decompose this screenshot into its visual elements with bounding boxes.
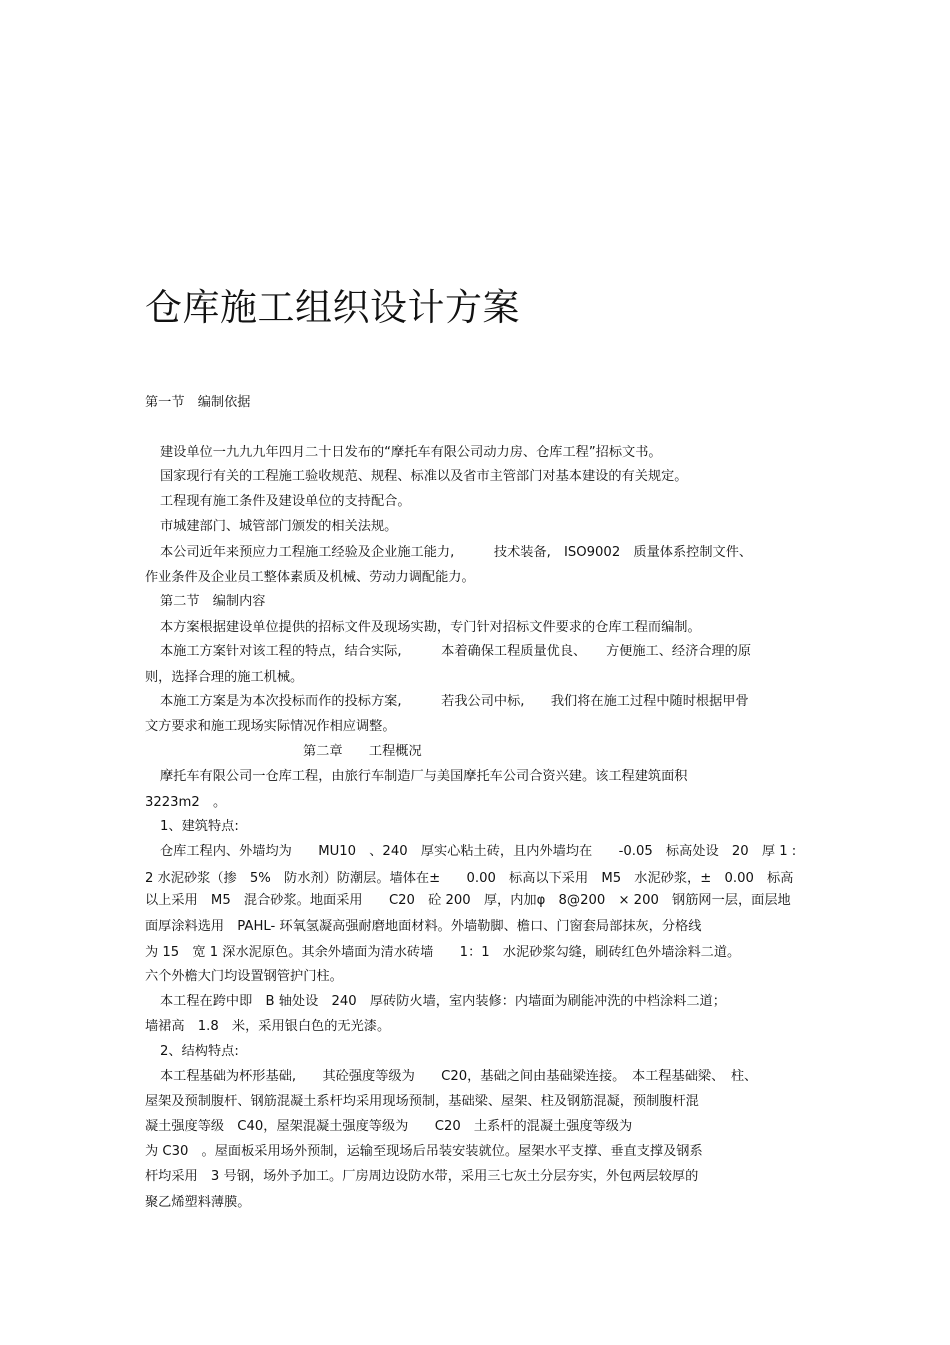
paragraph-line: 国家现行有关的工程施工验收规范、规程、标准以及省市主管部门对基本建设的有关规定。 [160,469,688,484]
paragraph-line: 文方要求和施工现场实际情况作相应调整。 [145,719,396,734]
chapter-heading: 第二章 工程概况 [303,744,422,759]
paragraph-line: 仓库工程内、外墙均为 MU10 、240 厚实心粘土砖，且内外墙均在 -0.05 标高处设 20 厚 1 : [160,844,797,859]
paragraph-line: 建设单位一九九九年四月二十日发布的“摩托车有限公司动力房、仓库工程”招标文书。 [160,445,662,460]
subsection-heading: 1、建筑特点: [160,819,239,834]
paragraph-line: 作业条件及企业员工整体素质及机械、劳动力调配能力。 [145,570,475,585]
paragraph-line: 则，选择合理的施工机械。 [145,670,304,685]
paragraph-line: 摩托车有限公司一仓库工程，由旅行车制造厂与美国摩托车公司合资兴建。该工程建筑面积 [160,769,688,784]
paragraph-line: 六个外檐大门均设置钢管护门柱。 [145,969,343,984]
paragraph-line: 聚乙烯塑料薄膜。 [145,1195,251,1210]
section-heading: 第一节 编制依据 [145,395,251,410]
paragraph-line: 本工程基础为杯形基础, 其砼强度等级为 C20，基础之间由基础梁连接。 本工程基础梁、 柱、 [160,1069,758,1084]
paragraph-line: 2 水泥砂浆（掺 5% 防水剂）防潮层。墙体在± 0.00 标高以下采用 M5 水泥砂浆，± 0.00 标高 [145,871,794,886]
paragraph-line: 工程现有施工条件及建设单位的支持配合。 [160,494,411,509]
paragraph-line: 为 C30 。屋面板采用场外预制，运输至现场后吊装安装就位。屋架水平支撑、垂直支撑及钢系 [145,1144,703,1159]
paragraph-line: 屋架及预制腹杆、钢筋混凝土系杆均采用现场预制，基础梁、屋架、柱及钢筋混凝，预制腹杆混 [145,1094,699,1109]
paragraph-line: 本方案根据建设单位提供的招标文件及现场实勘，专门针对招标文件要求的仓库工程而编制。 [160,620,701,635]
paragraph-line: 墙裙高 1.8 米，采用银白色的无光漆。 [145,1019,391,1034]
paragraph-line: 本工程在跨中即 B 轴处设 240 厚砖防火墙，室内装修：内墙面为刷能冲洗的中档涂料二道； [160,994,726,1009]
paragraph-line: 本施工方案针对该工程的特点，结合实际, 本着确保工程质量优良、 方便施工、经济合理的原 [160,644,752,659]
paragraph-line: 面厚涂料选用 PAHL- 环氧氢凝高强耐磨地面材料。外墙勒脚、檐口、门窗套局部抹灰，分格线 [145,919,702,934]
paragraph-line: 为 15 宽 1 深水泥原色。其余外墙面为清水砖墙 1：1 水泥砂浆勾缝，刷砖红色外墙涂料二道。 [145,945,741,960]
paragraph-line: 以上采用 M5 混合砂浆。地面采用 C20 砼 200 厚，内加φ 8@200 × 200 钢筋网一层，面层地 [145,893,791,908]
subsection-heading: 2、结构特点: [160,1044,239,1059]
paragraph-line: 本公司近年来预应力工程施工经验及企业施工能力, 技术装备, ISO9002 质量体系控制文件、 [160,545,753,560]
paragraph-line: 凝土强度等级 C40，屋架混凝土强度等级为 C20 土系杆的混凝土强度等级为 [145,1119,633,1134]
paragraph-line: 市城建部门、城管部门颁发的相关法规。 [160,519,398,534]
document-title: 仓库施工组织设计方案 [145,286,520,329]
paragraph-line: 杆均采用 3 号钢，场外予加工。厂房周边设防水带，采用三七灰土分层夯实，外包两层较厚的 [145,1169,699,1184]
paragraph-line: 3223m2 。 [145,795,227,810]
section-heading: 第二节 编制内容 [160,594,266,609]
paragraph-line: 本施工方案是为本次投标而作的投标方案, 若我公司中标, 我们将在施工过程中随时根据甲骨 [160,694,749,709]
